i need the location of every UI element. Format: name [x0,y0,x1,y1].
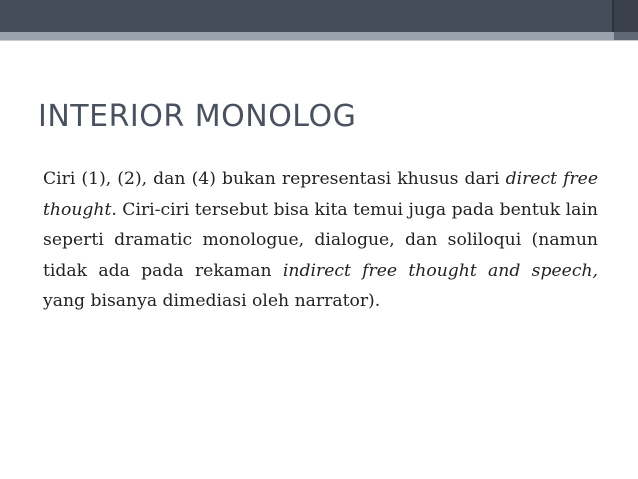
banner-bottom-line [0,40,638,41]
paragraph-text-part-1: Ciri (1), (2), dan (4) bukan representasi khusus dari [43,169,506,189]
paragraph-emphasis-direct-free-thought: direct free thought [43,169,599,220]
slide-title: INTERIOR MONOLOG [38,99,357,134]
top-banner-accent-stripe [0,32,638,40]
paragraph-text-part-3: yang bisanya dimediasi oleh narrator). [43,291,381,312]
paragraph-text-part-2: . Ciri-ciri tersebut bisa kita temui juga pada bentuk lain seperti dramatic monologue, dialogue, dan soliloqui (namun tidak ada pada rekaman [43,199,598,281]
slide-body-paragraph [43,164,598,317]
top-banner-accent-corner [614,32,638,40]
paragraph-emphasis-indirect-free-thought: indirect free thought and speech, [282,260,598,281]
top-banner-corner-block [614,0,638,32]
top-banner [0,0,638,32]
